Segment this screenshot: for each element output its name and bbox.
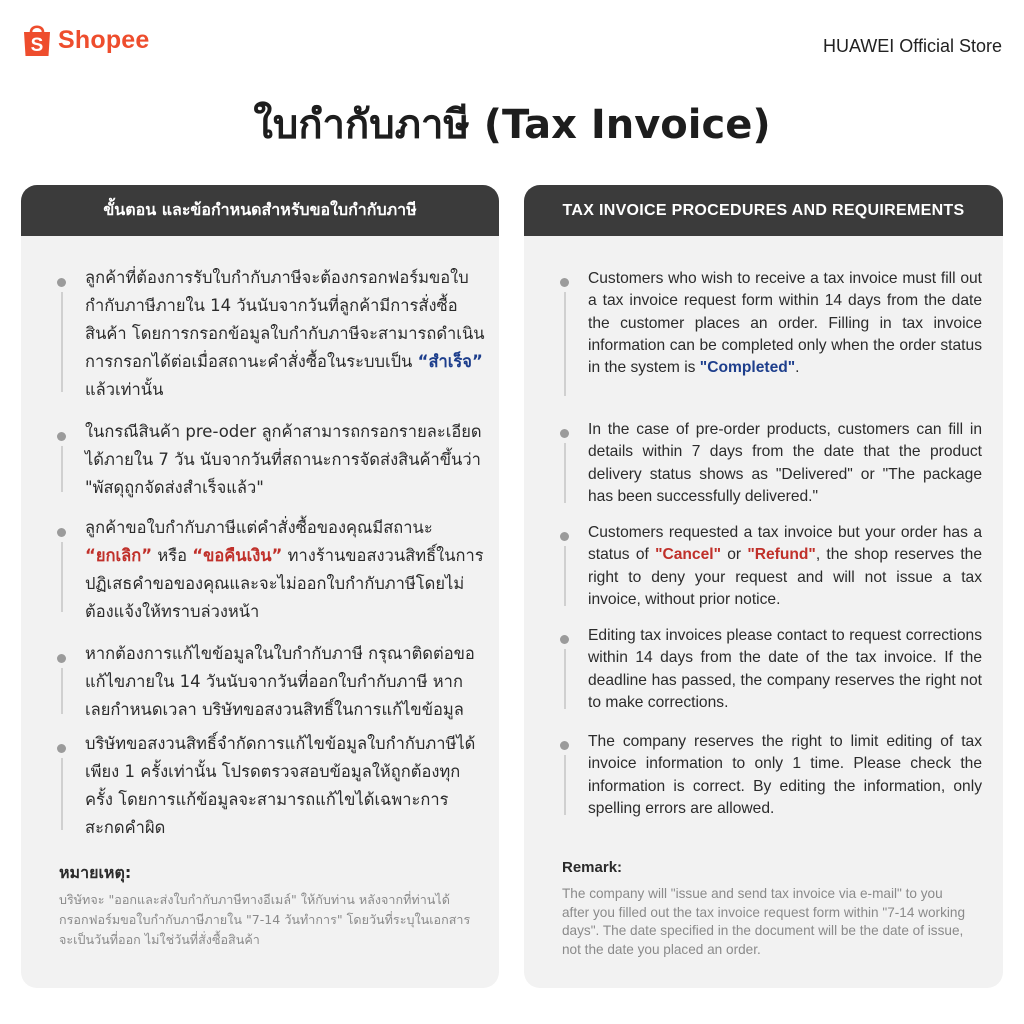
english-item-text: Customers who wish to receive a tax invoice must fill out a tax invoice request form within 14 days from the date the customer places an order. Filling in tax invoice information can be completed only when the order status in the system is "Completed".: [588, 270, 982, 377]
bullet-line: [61, 446, 63, 492]
thai-item-text: หากต้องการแก้ไขข้อมูลในใบกำกับภาษี กรุณาติดต่อขอแก้ไขภายใน 14 วันนับจากวันที่ออกใบกำกับภาษี หากเลยกำหนดเวลา บริษัทขอสงวนสิทธิ์ในการแก้ไขข้อมูล: [85, 644, 475, 719]
english-item-text: Editing tax invoices please contact to request corrections within 14 days from the date of the tax invoice. If the deadline has passed, the company reserves the right not to make corrections.: [588, 627, 982, 711]
thai-remark-title: หมายเหตุ:: [59, 863, 132, 882]
status-completed-en: "Completed": [699, 359, 796, 377]
status-refund-th: “ขอคืนเงิน”: [192, 546, 283, 565]
english-card-heading: TAX INVOICE PROCEDURES AND REQUIREMENTS: [524, 185, 1003, 236]
thai-item-text: ลูกค้าขอใบกำกับภาษีแต่คำสั่งซื้อของคุณมีสถานะ “ยกเลิก” หรือ “ขอคืนเงิน” ทางร้านขอสงวนสิทธิ์ในการปฏิเสธคำขอของคุณและจะไม่ออกใบกำกับภาษีโดยไม่ต้องแจ้งให้ทราบล่วงหน้า: [85, 518, 484, 621]
bullet-line: [564, 546, 566, 606]
bullet-dot-icon: [57, 528, 66, 537]
thai-item-text: บริษัทขอสงวนสิทธิ์จำกัดการแก้ไขข้อมูลใบกำกับภาษีได้เพียง 1 ครั้งเท่านั้น โปรดตรวจสอบข้อมูลให้ถูกต้องทุกครั้ง โดยการแก้ข้อมูลจะสามารถแก้ไขได้เฉพาะการสะกดคำผิด: [85, 734, 476, 837]
bullet-dot-icon: [57, 432, 66, 441]
bullet-line: [564, 292, 566, 396]
shopee-logo: [22, 22, 150, 58]
thai-item-text: ลูกค้าที่ต้องการรับใบกำกับภาษีจะต้องกรอกฟอร์มขอใบกำกับภาษีภายใน 14 วันนับจากวันที่ลูกค้ามีการสั่งซื้อสินค้า โดยการกรอกข้อมูลใบกำกับภาษีจะสามารถดำเนินการกรอกได้ต่อเมื่อสถานะคำสั่งซื้อในระบบเป็น “สำเร็จ” แล้วเท่านั้น: [85, 268, 485, 399]
english-item-text: Customers requested a tax invoice but your order has a status of "Cancel" or "Refund", the shop reserves the right to deny your request and will not issue a tax invoice, without prior notice.: [588, 524, 982, 608]
status-refund-en: "Refund": [747, 546, 816, 564]
thai-requirements-card: [21, 185, 499, 988]
status-completed-th: “สำเร็จ”: [417, 352, 483, 371]
bullet-line: [564, 755, 566, 815]
bullet-dot-icon: [560, 278, 569, 287]
svg-text:S: S: [30, 35, 44, 56]
english-remark-title: Remark:: [562, 859, 623, 876]
bullet-dot-icon: [57, 654, 66, 663]
bullet-dot-icon: [560, 635, 569, 644]
bullet-dot-icon: [57, 278, 66, 287]
status-cancel-th: “ยกเลิก”: [85, 546, 153, 565]
thai-item-text: ในกรณีสินค้า pre-oder ลูกค้าสามารถกรอกรายละเอียดได้ภายใน 7 วัน นับจากวันที่สถานะการจัดส่งสินค้าขึ้นว่า "พัสดุถูกจัดส่งสำเร็จแล้ว": [85, 422, 482, 497]
status-cancel-en: "Cancel": [655, 546, 721, 564]
english-requirements-card: [524, 185, 1003, 988]
english-item-text: The company reserves the right to limit editing of tax invoice information to only 1 time. Please check the information is correct. By editing the information, only spelling errors are allowed.: [588, 733, 982, 817]
bullet-line: [564, 443, 566, 503]
thai-remark-body: บริษัทจะ "ออกและส่งใบกำกับภาษีทางอีเมล์" ให้กับท่าน หลังจากที่ท่านได้กรอกฟอร์มขอใบกำกับภาษีภายใน "7-14 วันทำการ" โดยวันที่ระบุในเอกสารจะเป็นวันที่ออก ไม่ใช่วันที่สั่งซื้อสินค้า: [59, 892, 471, 947]
bullet-line: [61, 292, 63, 392]
brand-name: Shopee: [58, 25, 150, 54]
bullet-dot-icon: [560, 741, 569, 750]
bullet-line: [61, 542, 63, 612]
shopee-bag-icon: [22, 22, 52, 58]
bullet-dot-icon: [57, 744, 66, 753]
bullet-dot-icon: [560, 532, 569, 541]
bullet-dot-icon: [560, 429, 569, 438]
thai-card-heading: ขั้นตอน และข้อกำหนดสำหรับขอใบกำกับภาษี: [21, 185, 499, 236]
english-item-text: In the case of pre-order products, customers can fill in details within 7 days from the date that the product delivery status shows as "Delivered" or "The package has been successfully delivered.": [588, 421, 982, 505]
english-remark-body: The company will "issue and send tax invoice via e-mail" to you after you filled out the tax invoice request form within "7-14 working days". The date specified in the document will be the date of issue, not the date you placed an order.: [562, 886, 966, 957]
store-name: HUAWEI Official Store: [822, 36, 1002, 56]
bullet-line: [61, 668, 63, 714]
bullet-line: [61, 758, 63, 830]
page-title: ใบกำกับภาษี (Tax Invoice): [253, 102, 771, 148]
bullet-line: [564, 649, 566, 709]
